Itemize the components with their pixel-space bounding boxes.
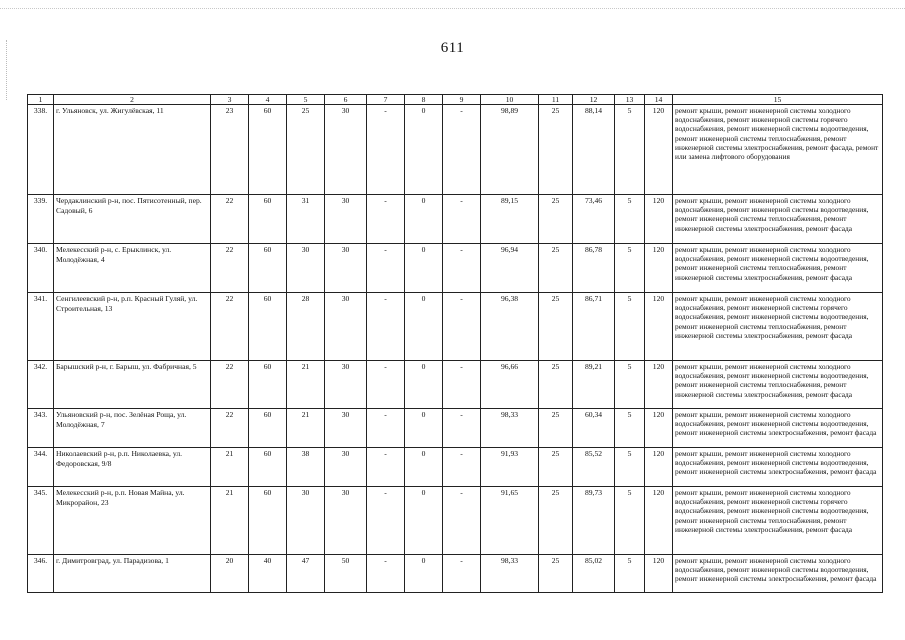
value-cell: 60,34 <box>573 409 615 448</box>
value-cell: 89,21 <box>573 361 615 409</box>
value-cell: 0 <box>405 105 443 195</box>
value-cell: 120 <box>645 105 673 195</box>
address-cell: Барышский р-н, г. Барыш, ул. Фабричная, 5 <box>54 361 211 409</box>
address-cell: Мелекесский р-н, с. Ерыклинск, ул. Молодёжная, 4 <box>54 244 211 293</box>
table-row <box>28 409 883 448</box>
value-cell: 98,89 <box>481 105 539 195</box>
value-cell: 25 <box>539 448 573 487</box>
value-cell: 60 <box>249 361 287 409</box>
works-cell: ремонт крыши, ремонт инженерной системы холодного водоснабжения, ремонт инженерной системы водоотведения, ремонт инженерной системы теплоснабжения, ремонт инженерной системы электроснабжения, ремонт фасада <box>673 195 883 244</box>
value-cell: 30 <box>325 361 367 409</box>
value-cell: - <box>443 244 481 293</box>
column-header: 15 <box>673 95 883 105</box>
value-cell: 38 <box>287 448 325 487</box>
works-cell: ремонт крыши, ремонт инженерной системы холодного водоснабжения, ремонт инженерной системы водоотведения, ремонт инженерной системы электроснабжения, ремонт фасада <box>673 555 883 593</box>
value-cell: 120 <box>645 409 673 448</box>
value-cell: - <box>443 105 481 195</box>
value-cell: 40 <box>249 555 287 593</box>
column-header: 12 <box>573 95 615 105</box>
value-cell: 120 <box>645 487 673 555</box>
value-cell: - <box>443 195 481 244</box>
value-cell: 20 <box>211 555 249 593</box>
table-row <box>28 487 883 555</box>
column-header: 14 <box>645 95 673 105</box>
value-cell: - <box>367 361 405 409</box>
row-number: 338. <box>28 105 54 195</box>
value-cell: - <box>367 293 405 361</box>
value-cell: 0 <box>405 409 443 448</box>
column-header: 6 <box>325 95 367 105</box>
value-cell: 30 <box>325 244 367 293</box>
value-cell: 5 <box>615 555 645 593</box>
value-cell: 30 <box>287 244 325 293</box>
table-row <box>28 293 883 361</box>
value-cell: - <box>367 195 405 244</box>
table-body <box>28 105 883 593</box>
works-cell: ремонт крыши, ремонт инженерной системы холодного водоснабжения, ремонт инженерной системы горячего водоснабжения, ремонт инженерной системы водоотведения, ремонт инженерной системы теплоснабжения, ремонт инженерной системы электроснабжения, ремонт фасада <box>673 487 883 555</box>
table-row <box>28 361 883 409</box>
value-cell: 30 <box>325 448 367 487</box>
value-cell: 30 <box>287 487 325 555</box>
row-number: 345. <box>28 487 54 555</box>
table-header-row <box>28 95 883 105</box>
value-cell: - <box>367 244 405 293</box>
column-header: 5 <box>287 95 325 105</box>
value-cell: - <box>443 409 481 448</box>
value-cell: 0 <box>405 361 443 409</box>
value-cell: 5 <box>615 448 645 487</box>
row-number: 340. <box>28 244 54 293</box>
address-cell: Николаевский р-н, р.п. Николаевка, ул. Федоровская, 9/8 <box>54 448 211 487</box>
value-cell: 50 <box>325 555 367 593</box>
works-cell: ремонт крыши, ремонт инженерной системы холодного водоснабжения, ремонт инженерной системы водоотведения, ремонт инженерной системы теплоснабжения, ремонт инженерной системы электроснабжения, ремонт фасада <box>673 361 883 409</box>
value-cell: 22 <box>211 293 249 361</box>
value-cell: 25 <box>539 409 573 448</box>
value-cell: 96,94 <box>481 244 539 293</box>
value-cell: - <box>367 555 405 593</box>
value-cell: 60 <box>249 105 287 195</box>
value-cell: 120 <box>645 448 673 487</box>
column-header: 8 <box>405 95 443 105</box>
value-cell: 0 <box>405 555 443 593</box>
value-cell: 120 <box>645 244 673 293</box>
value-cell: 60 <box>249 293 287 361</box>
value-cell: 28 <box>287 293 325 361</box>
table-row <box>28 244 883 293</box>
value-cell: 22 <box>211 361 249 409</box>
works-cell: ремонт крыши, ремонт инженерной системы холодного водоснабжения, ремонт инженерной системы водоотведения, ремонт инженерной системы электроснабжения, ремонт фасада <box>673 409 883 448</box>
value-cell: - <box>367 409 405 448</box>
registry-table <box>27 94 883 593</box>
column-header: 13 <box>615 95 645 105</box>
value-cell: 120 <box>645 555 673 593</box>
row-number: 342. <box>28 361 54 409</box>
works-cell: ремонт крыши, ремонт инженерной системы холодного водоснабжения, ремонт инженерной системы горячего водоснабжения, ремонт инженерной системы водоотведения, ремонт инженерной системы теплоснабжения, ремонт инженерной системы электроснабжения, ремонт фасада, ремонт или замена лифтового оборудования <box>673 105 883 195</box>
works-cell: ремонт крыши, ремонт инженерной системы холодного водоснабжения, ремонт инженерной системы водоотведения, ремонт инженерной системы теплоснабжения, ремонт инженерной системы электроснабжения, ремонт фасада <box>673 244 883 293</box>
value-cell: 22 <box>211 244 249 293</box>
value-cell: 96,66 <box>481 361 539 409</box>
value-cell: 0 <box>405 195 443 244</box>
value-cell: 120 <box>645 361 673 409</box>
value-cell: 5 <box>615 293 645 361</box>
column-header: 7 <box>367 95 405 105</box>
value-cell: 30 <box>325 293 367 361</box>
table-row <box>28 448 883 487</box>
table-row <box>28 105 883 195</box>
value-cell: 25 <box>539 555 573 593</box>
value-cell: 5 <box>615 409 645 448</box>
row-number: 344. <box>28 448 54 487</box>
column-header: 3 <box>211 95 249 105</box>
value-cell: 25 <box>539 293 573 361</box>
value-cell: 47 <box>287 555 325 593</box>
column-header: 10 <box>481 95 539 105</box>
column-header: 2 <box>54 95 211 105</box>
column-header: 1 <box>28 95 54 105</box>
value-cell: 60 <box>249 195 287 244</box>
column-header: 4 <box>249 95 287 105</box>
value-cell: 60 <box>249 448 287 487</box>
page-number: 611 <box>440 40 465 56</box>
value-cell: 98,33 <box>481 409 539 448</box>
value-cell: 5 <box>615 244 645 293</box>
address-cell: Мелекесский р-н, р.п. Новая Майна, ул. Микрорайон, 23 <box>54 487 211 555</box>
address-cell: Сенгилеевский р-н, р.п. Красный Гуляй, ул. Строительная, 13 <box>54 293 211 361</box>
address-cell: г. Димитровград, ул. Парадизова, 1 <box>54 555 211 593</box>
value-cell: 21 <box>211 487 249 555</box>
value-cell: 31 <box>287 195 325 244</box>
value-cell: 21 <box>211 448 249 487</box>
value-cell: 91,93 <box>481 448 539 487</box>
scan-edge-dots <box>0 8 905 13</box>
column-header: 9 <box>443 95 481 105</box>
value-cell: 25 <box>539 105 573 195</box>
value-cell: 91,65 <box>481 487 539 555</box>
value-cell: - <box>367 448 405 487</box>
value-cell: - <box>443 487 481 555</box>
row-number: 343. <box>28 409 54 448</box>
value-cell: 21 <box>287 409 325 448</box>
value-cell: 5 <box>615 361 645 409</box>
value-cell: 96,38 <box>481 293 539 361</box>
value-cell: 60 <box>249 487 287 555</box>
value-cell: - <box>443 555 481 593</box>
table-row <box>28 195 883 244</box>
value-cell: 5 <box>615 195 645 244</box>
value-cell: 25 <box>539 487 573 555</box>
value-cell: 85,52 <box>573 448 615 487</box>
address-cell: Ульяновский р-н, пос. Зелёная Роща, ул. Молодёжная, 7 <box>54 409 211 448</box>
value-cell: 25 <box>287 105 325 195</box>
value-cell: 120 <box>645 293 673 361</box>
address-cell: г. Ульяновск, ул. Жигулёвская, 11 <box>54 105 211 195</box>
value-cell: 86,71 <box>573 293 615 361</box>
value-cell: 21 <box>287 361 325 409</box>
value-cell: 22 <box>211 409 249 448</box>
value-cell: 86,78 <box>573 244 615 293</box>
value-cell: 0 <box>405 448 443 487</box>
value-cell: 30 <box>325 409 367 448</box>
value-cell: - <box>367 487 405 555</box>
value-cell: 89,73 <box>573 487 615 555</box>
value-cell: 30 <box>325 105 367 195</box>
address-cell: Чердаклинский р-н, пос. Пятисотенный, пер. Садовый, 6 <box>54 195 211 244</box>
works-cell: ремонт крыши, ремонт инженерной системы холодного водоснабжения, ремонт инженерной системы горячего водоснабжения, ремонт инженерной системы водоотведения, ремонт инженерной системы теплоснабжения, ремонт инженерной системы электроснабжения, ремонт фасада <box>673 293 883 361</box>
value-cell: 60 <box>249 244 287 293</box>
value-cell: 5 <box>615 487 645 555</box>
works-cell: ремонт крыши, ремонт инженерной системы холодного водоснабжения, ремонт инженерной системы водоотведения, ремонт инженерной системы электроснабжения, ремонт фасада <box>673 448 883 487</box>
value-cell: 0 <box>405 487 443 555</box>
value-cell: 89,15 <box>481 195 539 244</box>
row-number: 339. <box>28 195 54 244</box>
value-cell: - <box>443 448 481 487</box>
table-row <box>28 555 883 593</box>
column-header: 11 <box>539 95 573 105</box>
value-cell: 22 <box>211 195 249 244</box>
value-cell: 0 <box>405 293 443 361</box>
value-cell: 5 <box>615 105 645 195</box>
value-cell: 88,14 <box>573 105 615 195</box>
value-cell: - <box>443 293 481 361</box>
value-cell: - <box>443 361 481 409</box>
value-cell: 60 <box>249 409 287 448</box>
row-number: 341. <box>28 293 54 361</box>
value-cell: 0 <box>405 244 443 293</box>
value-cell: 30 <box>325 487 367 555</box>
value-cell: 73,46 <box>573 195 615 244</box>
value-cell: 25 <box>539 361 573 409</box>
value-cell: 25 <box>539 195 573 244</box>
row-number: 346. <box>28 555 54 593</box>
value-cell: 23 <box>211 105 249 195</box>
value-cell: - <box>367 105 405 195</box>
value-cell: 120 <box>645 195 673 244</box>
value-cell: 85,02 <box>573 555 615 593</box>
value-cell: 30 <box>325 195 367 244</box>
value-cell: 98,33 <box>481 555 539 593</box>
value-cell: 25 <box>539 244 573 293</box>
